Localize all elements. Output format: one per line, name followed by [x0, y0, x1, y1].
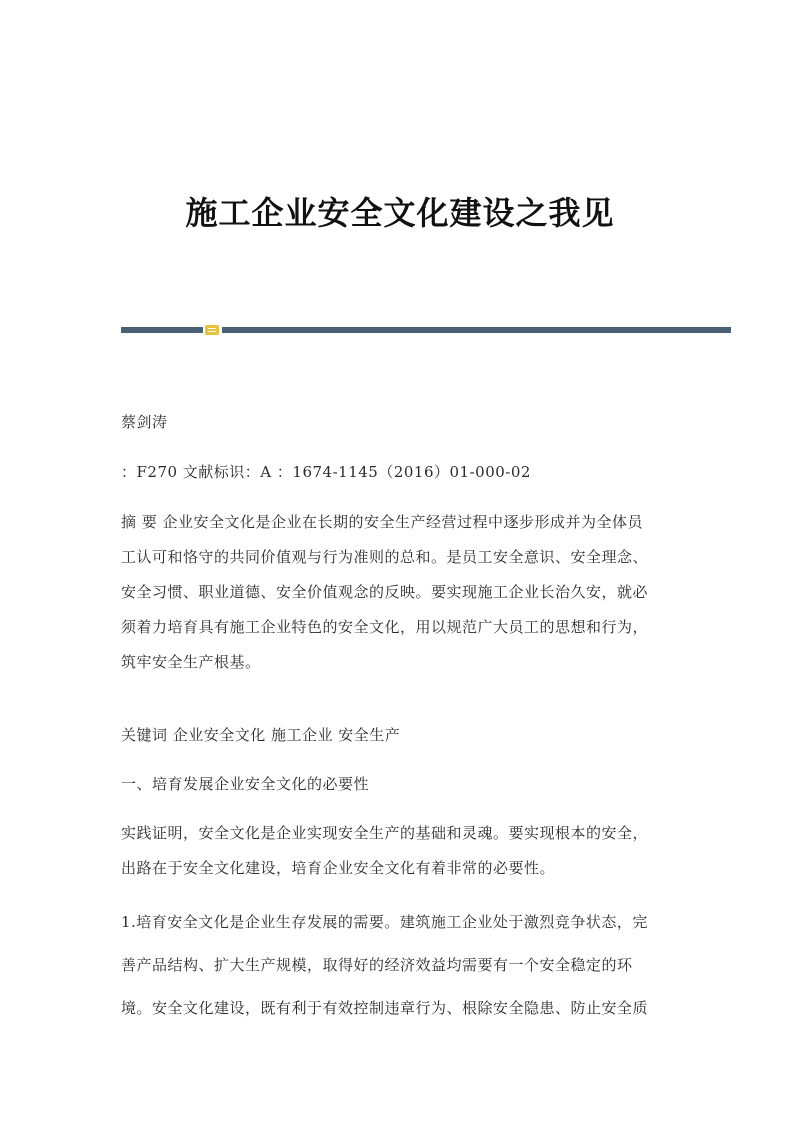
section-heading: 一、培育发展企业安全文化的必要性 — [121, 775, 370, 793]
document-badge-icon — [205, 325, 219, 335]
divider-bar-right — [222, 327, 731, 333]
abstract-line: 工认可和恪守的共同价值观与行为准则的总和。是员工安全意识、安全理念、 — [121, 548, 649, 566]
title-divider — [121, 326, 731, 334]
body-line: 1.培育安全文化是企业生存发展的需要。建筑施工企业处于激烈竞争状态，完 — [121, 913, 648, 931]
abstract-line: 摘 要 企业安全文化是企业在长期的安全生产经营过程中逐步形成并为全体员 — [121, 513, 644, 531]
document-title: 施工企业安全文化建设之我见 — [185, 194, 615, 232]
author: 蔡剑涛 — [121, 413, 168, 431]
divider-bar-left — [121, 327, 203, 333]
body-line: 实践证明，安全文化是企业实现安全生产的基础和灵魂。要实现根本的安全， — [121, 824, 649, 842]
body-line: 善产品结构、扩大生产规模，取得好的经济效益均需要有一个安全稳定的环 — [121, 956, 633, 974]
body-line: 出路在于安全文化建设，培育企业安全文化有着非常的必要性。 — [121, 859, 556, 877]
keywords-line: 关键词 企业安全文化 施工企业 安全生产 — [121, 726, 401, 744]
classification-line: ：F270 文献标识：A ：1674-1145（2016）01-000-02 — [121, 463, 531, 481]
abstract-line: 筑牢安全生产根基。 — [121, 653, 261, 671]
abstract-line: 须着力培育具有施工企业特色的安全文化，用以规范广大员工的思想和行为， — [121, 618, 649, 636]
body-line: 境。安全文化建设，既有利于有效控制违章行为、根除安全隐患、防止安全质 — [121, 999, 649, 1017]
abstract-line: 安全习惯、职业道德、安全价值观念的反映。要实现施工企业长治久安，就必 — [121, 583, 649, 601]
